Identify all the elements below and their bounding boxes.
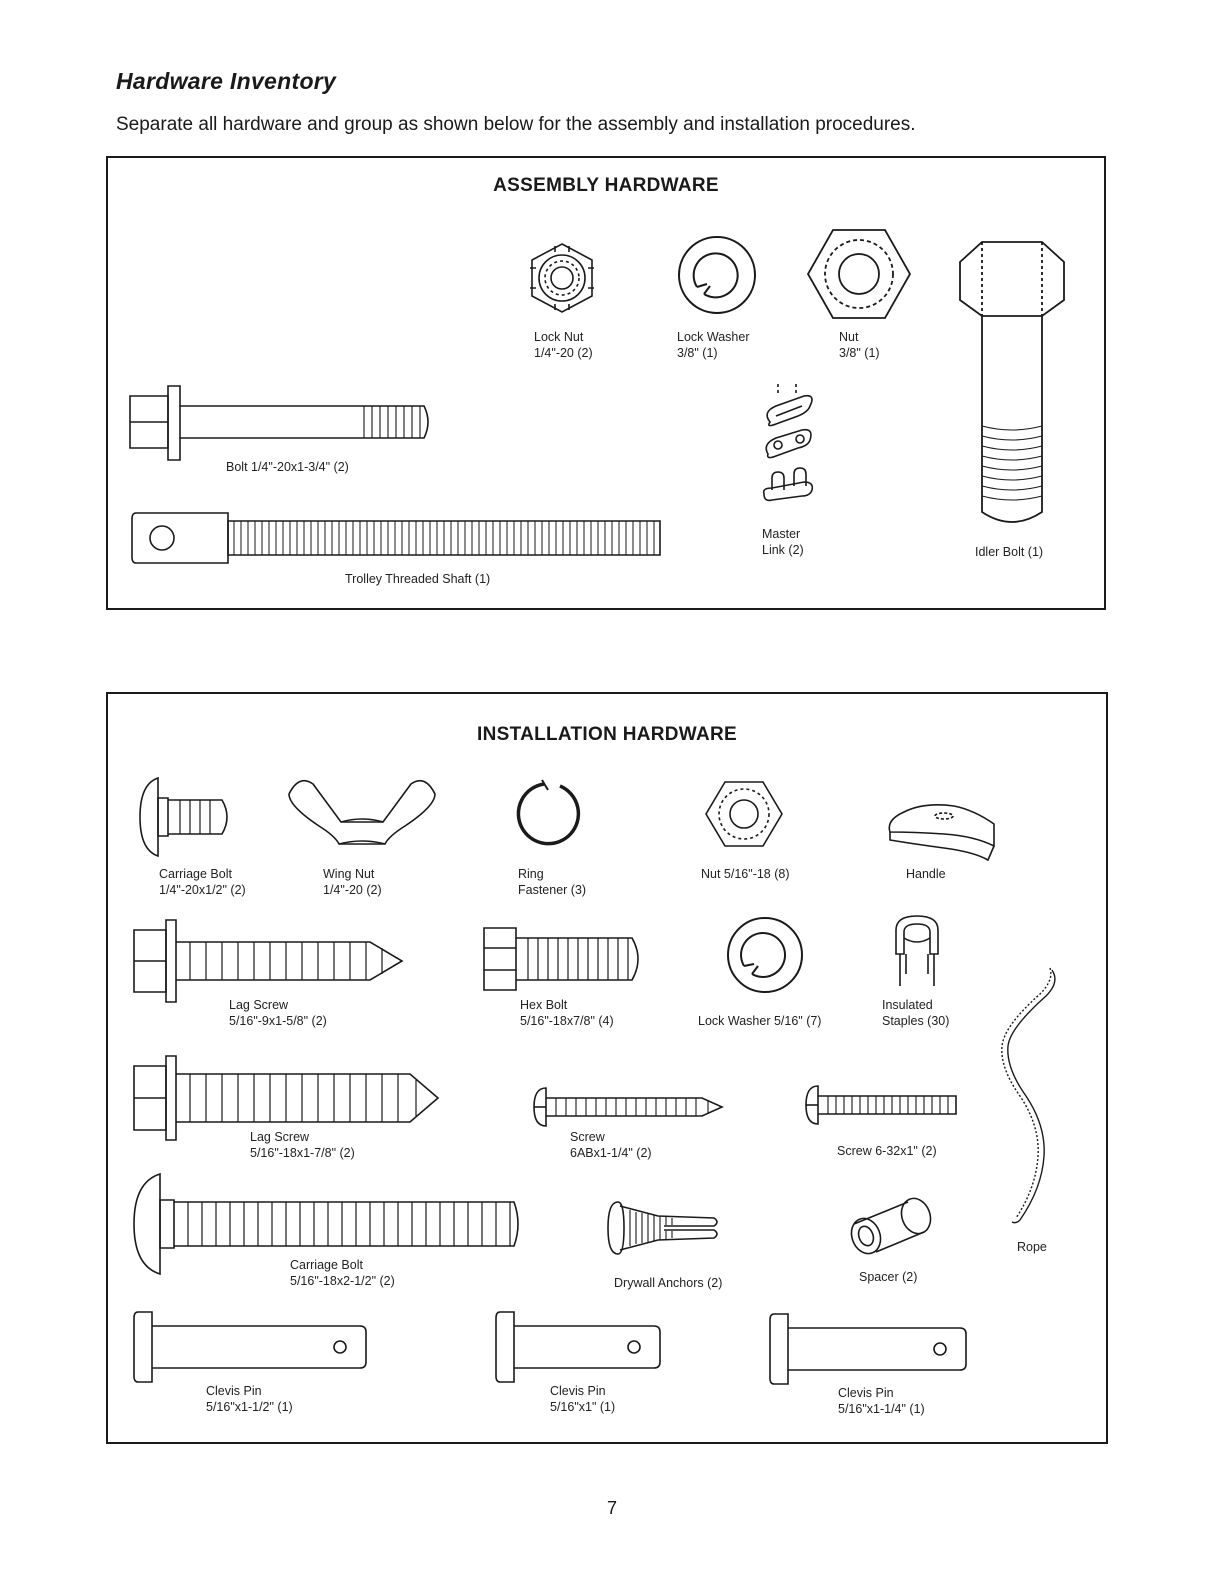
carriage-bolt-small-icon	[140, 776, 234, 858]
bolt-icon	[128, 384, 438, 462]
handle-label: Handle	[906, 867, 946, 881]
idler-bolt-icon	[956, 240, 1068, 530]
wing-nut-label: Wing Nut 1/4"-20 (2)	[323, 867, 382, 897]
spacer-label: Spacer (2)	[859, 1270, 918, 1284]
clevis-pin-a-label: Clevis Pin 5/16"x1-1/2" (1)	[206, 1384, 293, 1414]
lock-nut-label: Lock Nut 1/4"-20 (2)	[534, 330, 593, 360]
lag-screw-short-label: Lag Screw 5/16"-9x1-5/8" (2)	[229, 998, 327, 1028]
nut-516-icon	[704, 780, 784, 848]
handle-icon	[884, 798, 1000, 862]
trolley-threaded-shaft-label: Trolley Threaded Shaft (1)	[345, 572, 491, 586]
spacer-icon	[848, 1196, 932, 1258]
clevis-pin-b-label: Clevis Pin 5/16"x1" (1)	[550, 1384, 616, 1414]
carriage-bolt-small-label: Carriage Bolt 1/4"-20x1/2" (2)	[159, 867, 246, 897]
clevis-pin-a-icon	[134, 1310, 370, 1384]
installation-heading: INSTALLATION HARDWARE	[477, 724, 737, 745]
insulated-staples-label: Insulated Staples (30)	[882, 998, 950, 1028]
master-link-label: Master Link (2)	[762, 527, 804, 557]
master-link-icon	[758, 382, 818, 512]
wing-nut-icon	[285, 776, 439, 848]
ring-fastener-label: Ring Fastener (3)	[518, 867, 587, 897]
lock-washer-516-icon	[724, 914, 806, 996]
assembly-heading: ASSEMBLY HARDWARE	[493, 175, 719, 196]
intro-text: Separate all hardware and group as shown below for the assembly and installation procedures.	[116, 114, 916, 135]
rope-label: Rope	[1017, 1240, 1047, 1254]
insulated-staples-icon	[890, 914, 944, 988]
page-number: 7	[606, 1498, 617, 1518]
lock-washer-icon	[674, 232, 760, 318]
lag-screw-short-icon	[134, 920, 406, 1002]
lag-screw-long-label: Lag Screw 5/16"-18x1-7/8" (2)	[250, 1130, 355, 1160]
page-title: Hardware Inventory	[116, 68, 337, 94]
screw-6ab-icon	[534, 1086, 726, 1128]
lock-washer-label: Lock Washer 3/8" (1)	[677, 330, 750, 360]
rope-icon	[1002, 966, 1066, 1228]
drywall-anchor-icon	[608, 1200, 720, 1256]
hex-bolt-label: Hex Bolt 5/16"-18x7/8" (4)	[520, 998, 614, 1028]
carriage-bolt-long-label: Carriage Bolt 5/16"-18x2-1/2" (2)	[290, 1258, 395, 1288]
drywall-anchors-label: Drywall Anchors (2)	[614, 1276, 723, 1290]
screw-6-32-label: Screw 6-32x1" (2)	[837, 1144, 937, 1158]
nut-516-label: Nut 5/16"-18 (8)	[701, 867, 790, 881]
lock-washer-516-label: Lock Washer 5/16" (7)	[698, 1014, 822, 1028]
clevis-pin-c-label: Clevis Pin 5/16"x1-1/4" (1)	[838, 1386, 925, 1416]
ring-fastener-icon	[514, 778, 582, 850]
clevis-pin-c-icon	[770, 1312, 970, 1386]
screw-6-32-icon	[806, 1084, 960, 1126]
lag-screw-long-icon	[134, 1056, 442, 1140]
idler-bolt-label: Idler Bolt (1)	[975, 545, 1044, 559]
nut-label: Nut 3/8" (1)	[839, 330, 880, 360]
bolt-label: Bolt 1/4"-20x1-3/4" (2)	[226, 460, 349, 474]
nut-icon	[804, 226, 914, 322]
lock-nut-icon	[522, 240, 602, 316]
screw-6ab-label: Screw 6ABx1-1/4" (2)	[570, 1130, 652, 1160]
hex-bolt-icon	[484, 926, 648, 992]
trolley-threaded-shaft-icon	[132, 509, 664, 567]
clevis-pin-b-icon	[496, 1310, 664, 1384]
